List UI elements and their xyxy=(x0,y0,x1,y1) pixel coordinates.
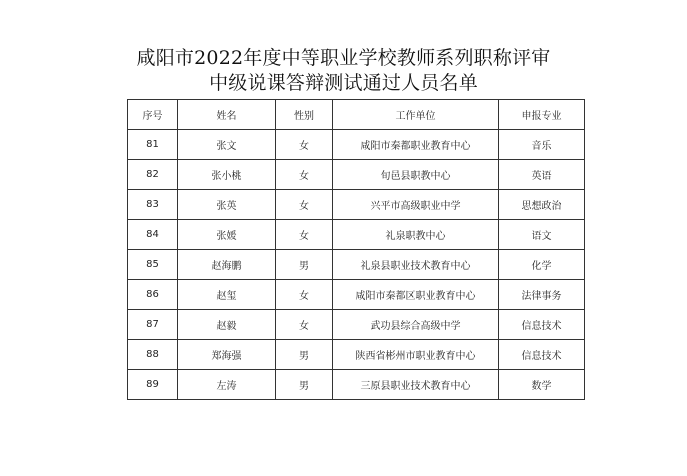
cell-gender: 男 xyxy=(276,370,333,400)
header-specialty: 申报专业 xyxy=(499,100,585,130)
cell-work-unit: 三原县职业技术教育中心 xyxy=(333,370,499,400)
cell-gender: 女 xyxy=(276,130,333,160)
cell-name: 赵玺 xyxy=(178,280,276,310)
cell-serial-number: 85 xyxy=(128,250,178,280)
cell-work-unit: 武功县综合高级中学 xyxy=(333,310,499,340)
table-row xyxy=(128,370,585,400)
table-row xyxy=(128,310,585,340)
header-gender: 性别 xyxy=(276,100,333,130)
cell-name: 张文 xyxy=(178,130,276,160)
cell-name: 张英 xyxy=(178,190,276,220)
cell-name: 赵毅 xyxy=(178,310,276,340)
document-title-line-2: 中级说课答辩测试通过人员名单 xyxy=(209,72,478,94)
cell-serial-number: 82 xyxy=(128,160,178,190)
cell-work-unit: 陕西省彬州市职业教育中心 xyxy=(333,340,499,370)
cell-serial-number: 84 xyxy=(128,220,178,250)
cell-specialty: 语文 xyxy=(499,220,585,250)
cell-work-unit: 咸阳市秦都职业教育中心 xyxy=(333,130,499,160)
table-row xyxy=(128,190,585,220)
cell-name: 左涛 xyxy=(178,370,276,400)
cell-name: 郑海强 xyxy=(178,340,276,370)
cell-gender: 女 xyxy=(276,160,333,190)
cell-work-unit: 咸阳市秦都区职业教育中心 xyxy=(333,280,499,310)
cell-name: 张媛 xyxy=(178,220,276,250)
personnel-table xyxy=(127,99,585,400)
cell-work-unit: 兴平市高级职业中学 xyxy=(333,190,499,220)
cell-gender: 男 xyxy=(276,340,333,370)
cell-specialty: 化学 xyxy=(499,250,585,280)
table-row xyxy=(128,220,585,250)
table-row xyxy=(128,250,585,280)
cell-name: 张小桃 xyxy=(178,160,276,190)
cell-serial-number: 81 xyxy=(128,130,178,160)
table-row xyxy=(128,280,585,310)
cell-specialty: 法律事务 xyxy=(499,280,585,310)
header-serial-number: 序号 xyxy=(128,100,178,130)
cell-specialty: 思想政治 xyxy=(499,190,585,220)
cell-work-unit: 旬邑县职教中心 xyxy=(333,160,499,190)
cell-serial-number: 89 xyxy=(128,370,178,400)
table-header-row xyxy=(128,100,585,130)
cell-serial-number: 83 xyxy=(128,190,178,220)
document-title-line-1: 咸阳市2022年度中等职业学校教师系列职称评审 xyxy=(136,47,551,69)
cell-name: 赵海鹏 xyxy=(178,250,276,280)
cell-gender: 女 xyxy=(276,220,333,250)
cell-specialty: 音乐 xyxy=(499,130,585,160)
header-work-unit: 工作单位 xyxy=(333,100,499,130)
table-row xyxy=(128,130,585,160)
cell-specialty: 信息技术 xyxy=(499,310,585,340)
cell-serial-number: 87 xyxy=(128,310,178,340)
cell-specialty: 信息技术 xyxy=(499,340,585,370)
header-name: 姓名 xyxy=(178,100,276,130)
cell-specialty: 数学 xyxy=(499,370,585,400)
cell-specialty: 英语 xyxy=(499,160,585,190)
cell-work-unit: 礼泉县职业技术教育中心 xyxy=(333,250,499,280)
cell-gender: 女 xyxy=(276,310,333,340)
table-row xyxy=(128,340,585,370)
cell-gender: 女 xyxy=(276,280,333,310)
cell-work-unit: 礼泉职教中心 xyxy=(333,220,499,250)
cell-serial-number: 86 xyxy=(128,280,178,310)
cell-gender: 女 xyxy=(276,190,333,220)
cell-serial-number: 88 xyxy=(128,340,178,370)
table-row xyxy=(128,160,585,190)
cell-gender: 男 xyxy=(276,250,333,280)
